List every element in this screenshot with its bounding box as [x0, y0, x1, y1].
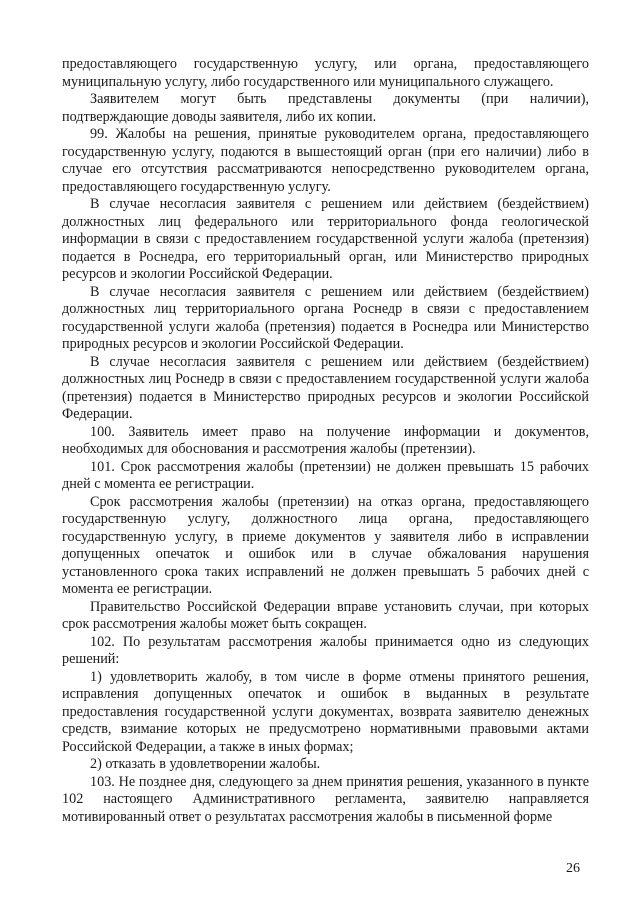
paragraph-fund-complaint: В случае несогласия заявителя с решением или действием (бездействием) должностных лиц федерального или территориального фонда геологической информации в связи с предоставлением государственной услуги жалоба (претензия) подается в Роснедра, его территориальный орган, или Министерство природных ресурсов и экологии Российской Федерации. — [62, 196, 589, 282]
paragraph-100: 100. Заявитель имеет право на получение информации и документов, необходимых для обоснования и рассмотрения жалобы (претензии). — [62, 423, 589, 457]
paragraph-continuation: предоставляющего государственную услугу, или органа, предоставляющего муниципальную услугу, либо государственного или муниципального служащего. — [62, 56, 589, 90]
paragraph-refusal-term: Срок рассмотрения жалобы (претензии) на отказ органа, предоставляющего государственную услугу, должностного лица органа, предоставляющего государственную услугу, в приеме документов у заявителя либо в исправлении допущенных опечаток и ошибок или в случае обжалования нарушения установленного срока таких исправлений не должен превышать 5 рабочих дней с момента ее регистрации. — [62, 493, 589, 597]
paragraph-99: 99. Жалобы на решения, принятые руководителем органа, предоставляющего государственную услугу, подаются в вышестоящий орган (при его наличии) либо в случае его отсутствия рассматриваются непосредственно руководителем органа, предоставляющего государственную услугу. — [62, 126, 589, 195]
page-number: 26 — [566, 861, 580, 876]
paragraph-103: 103. Не позднее дня, следующего за днем принятия решения, указанного в пункте 102 настоящего Административного регламента, заявителю направляется мотивированный ответ о результатах рассмотрения жалобы в письменной форме — [62, 773, 589, 825]
page-body — [62, 56, 589, 826]
paragraph-102: 102. По результатам рассмотрения жалобы принимается одно из следующих решений: — [62, 633, 589, 667]
paragraph-territorial-complaint: В случае несогласия заявителя с решением или действием (бездействием) должностных лиц территориального органа Роснедр в связи с предоставлением государственной услуги жалоба (претензия) подается в Роснедра или Министерство природных ресурсов и экологии Российской Федерации. — [62, 283, 589, 352]
list-item-refuse: 2) отказать в удовлетворении жалобы. — [90, 756, 321, 772]
paragraph-government-right: Правительство Российской Федерации вправе установить случаи, при которых срок рассмотрения жалобы может быть сокращен. — [62, 598, 589, 632]
paragraph-101: 101. Срок рассмотрения жалобы (претензии) не должен превышать 15 рабочих дней с момента ее регистрации. — [62, 458, 589, 492]
paragraph-documents-copies: Заявителем могут быть представлены документы (при наличии), подтверждающие доводы заявителя, либо их копии. — [62, 91, 589, 125]
paragraph-rosnedra-complaint: В случае несогласия заявителя с решением или действием (бездействием) должностных лиц Роснедр в связи с предоставлением государственной услуги жалоба (претензия) подается в Министерство природных ресурсов и экологии Российской Федерации. — [62, 353, 589, 422]
list-item-satisfy: 1) удовлетворить жалобу, в том числе в форме отмены принятого решения, исправления допущенных опечаток и ошибок в выданных в результате предоставления государственной услуги документах, возврата заявителю денежных средств, взимание которых не предусмотрено нормативными правовыми актами Российской Федерации, а также в иных формах; — [62, 668, 589, 755]
